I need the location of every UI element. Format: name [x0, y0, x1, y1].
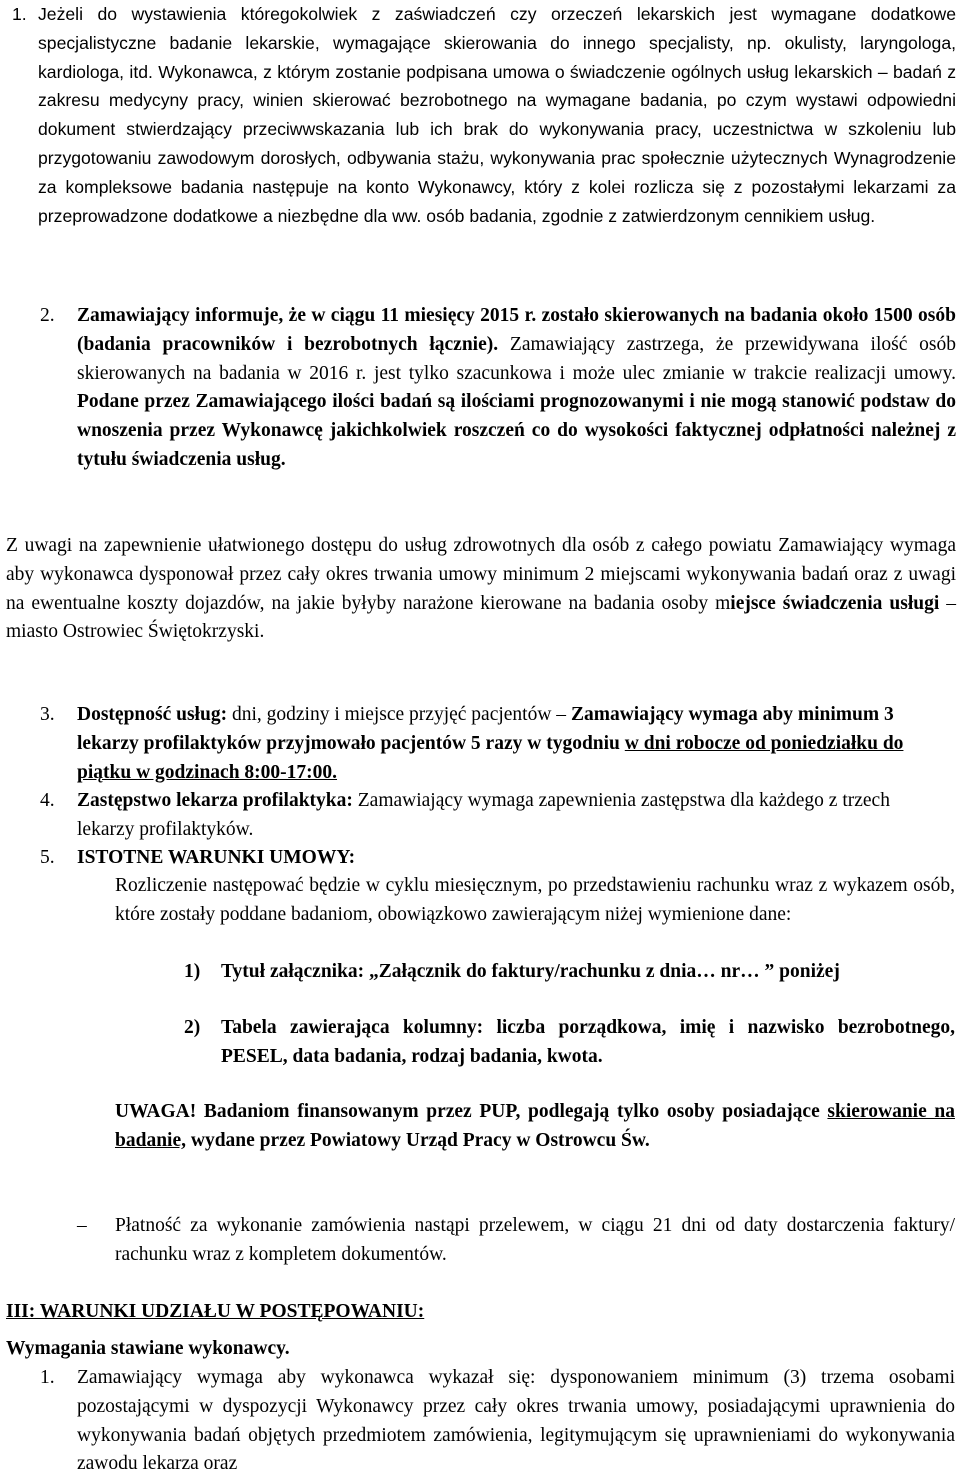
requirement-1-text: Zamawiający wymaga aby wykonawca wykazał się: dysponowaniem minimum (3) trzema osobami pozostającymi w dyspozycji Wykonawcy przez cały okres trwania umowy, posiadającymi uprawnienia do wykonywania badań objętych przedmiotem zamówienia, legitymującym się uprawnieniami do wykonywania zawodu lekarza oraz [77, 1367, 955, 1475]
requirement-1-number: 1. [40, 1367, 55, 1388]
item-4-bold-label: Zastępstwo lekarza profilaktyka: [77, 790, 353, 811]
item-4-paragraph [77, 787, 947, 845]
requirements-heading: Wymagania stawiane wykonawcy. [6, 1338, 290, 1359]
payment-dash: – [77, 1215, 87, 1236]
item-2-bold-intro: Zamawiający informuje, że w ciągu 11 miesięcy 2015 r. zostało skierowanych na badania około 1500 osób (badania pracowników i bezrobotnych łącznie). [77, 305, 956, 355]
item-5-number: 5. [40, 847, 55, 868]
access-paragraph [6, 532, 956, 647]
item-4-text: Zamawiający wymaga zapewnienia zastępstwa dla każdego z trzech lekarzy profilaktyków. [77, 790, 890, 840]
item-3-paragraph [77, 701, 947, 787]
item-5-sub-1-text: Tytuł załącznika: „Załącznik do faktury/rachunku z dnia… nr… ” poniżej [221, 961, 840, 982]
payment-text: Płatność za wykonanie zamówienia nastąpi przelewem, w ciągu 21 dni od daty dostarczenia faktury/ rachunku wraz z kompletem dokumentów. [115, 1215, 955, 1265]
item-3-bold-text: Zamawiający wymaga aby minimum 3 lekarzy profilaktyków przyjmowało pacjentów 5 razy w tygodniu [77, 704, 894, 754]
item-5-text: Rozliczenie następować będzie w cyklu miesięcznym, po przedstawieniu rachunku wraz z wykazem osób, które zostały poddane badaniom, obowiązkowo zawierającym niżej wymienione dane: [115, 875, 955, 925]
item-5-sub-2-number: 2) [184, 1017, 201, 1038]
item-1-text: Jeżeli do wystawienia któregokolwiek z zaświadczeń czy orzeczeń lekarskich jest wymagane dodatkowe specjalistyczne badanie lekarskie, wymagające skierowania do innego specjalisty, np. okulisty, laryngologa, kardiologa, itd. Wykonawca, z którym zostanie podpisana umowa o świadczenie ogólnych usług lekarskich – badań z zakresu medycyny pracy, winien skierować bezrobotnego na wymagane badania, po czym wystawi odpowiedni dokument stwierdzający przeciwwskazania lub ich brak do wykonywania pracy, uczestnictwa w szkoleniu lub przygotowaniu zawodowym dorosłych, odbywania stażu, wykonywania prac społecznie użytecznych Wynagrodzenie za kompleksowe badania następuje na konto Wykonawcy, który z kolei rozlicza się z pozostałymi lekarzami za przeprowadzone dodatkowe a niezbędne dla ww. osób badania, zgodnie z zatwierdzonym cennikiem usług. [38, 4, 956, 226]
item-1-number: 1. [12, 4, 27, 24]
item-3-number: 3. [40, 704, 55, 725]
item-2-number: 2. [40, 305, 55, 326]
item-2-bold-tail: Podane przez Zamawiającego ilości badań są ilościami prognozowanymi i nie mogą stanowić podstaw do wnoszenia przez Wykonawcę jakichkolwiek roszczeń co do wysokości faktycznej odpłatności należnej z tytułu świadczenia usług. [77, 391, 956, 470]
uwaga-underlined: skierowanie na badanie, [115, 1101, 955, 1151]
item-5-sub-1-number: 1) [184, 961, 201, 982]
uwaga-paragraph [115, 1098, 955, 1156]
item-2-paragraph [77, 302, 956, 475]
uwaga-text-after: wydane przez Powiatowy Urząd Pracy w Ostrowcu Św. [185, 1129, 650, 1151]
item-4-number: 4. [40, 790, 55, 811]
item-2-text: Zamawiający zastrzega, że przewidywana ilość osób skierowanych na badania w 2016 r. jest tylko szacunkowa i może ulec zmianie w trakcie realizacji umowy. [77, 333, 956, 384]
uwaga-text-before: UWAGA! Badaniom finansowanym przez PUP, podlegają tylko osoby posiadające [115, 1101, 828, 1122]
item-5-sub-2-text: Tabela zawierająca kolumny: liczba porządkowa, imię i nazwisko bezrobotnego, PESEL, data badania, rodzaj badania, kwota. [221, 1017, 955, 1067]
access-text-after: – miasto Ostrowiec Świętokrzyski. [6, 592, 957, 643]
access-bold-place: iejsce świadczenia usługi [730, 592, 940, 614]
item-3-bold-underlined: w dni robocze od poniedziałku do piątku w godzinach 8:00-17:00. [77, 732, 904, 783]
section-3-heading: III: WARUNKI UDZIAŁU W POSTĘPOWANIU: [6, 1301, 425, 1322]
item-3-text: dni, godziny i miejsce przyjęć pacjentów – [227, 704, 571, 725]
item-3-bold-label: Dostępność usług: [77, 704, 228, 725]
access-text-before: Z uwagi na zapewnienie ułatwionego dostępu do usług zdrowotnych dla osób z całego powiatu Zamawiający wymaga aby wykonawca dysponował przez cały okres trwania umowy minimum 2 miejscami wykonywania badań oraz z uwagi na ewentualne koszty dojazdów, na jakie byłyby narażone kierowane na badania osoby m [6, 535, 956, 614]
item-5-heading: ISTOTNE WARUNKI UMOWY: [77, 847, 356, 868]
